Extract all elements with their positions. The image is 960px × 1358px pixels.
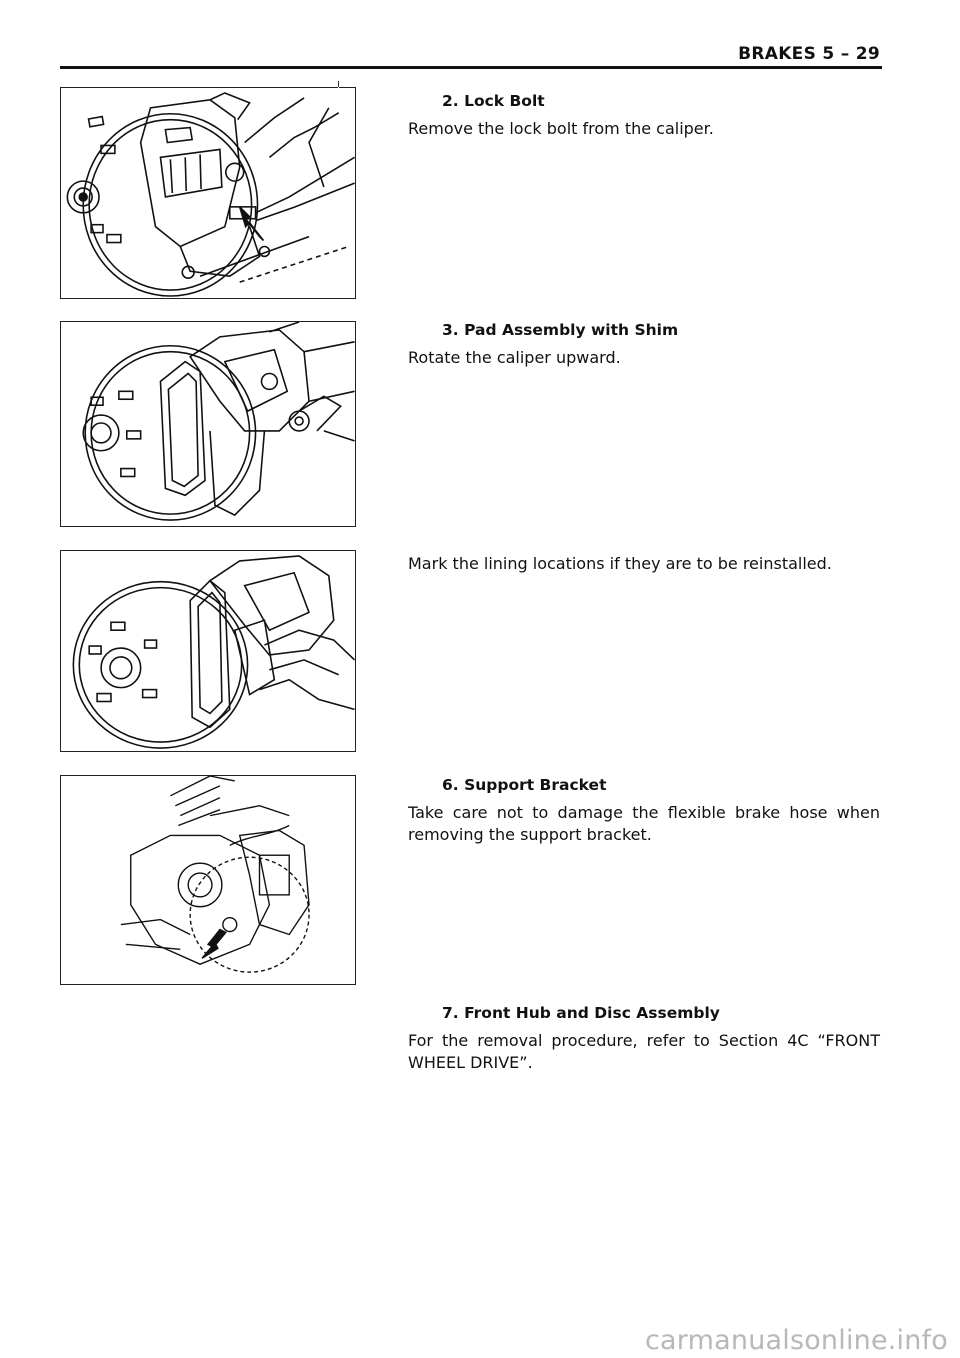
figure-lock-bolt	[60, 87, 356, 299]
brake-pad-removal-illustration	[61, 551, 355, 751]
step-body: Remove the lock bolt from the caliper.	[408, 119, 714, 138]
step-title: 6. Support Bracket	[442, 776, 607, 794]
watermark: carmanualsonline.info	[645, 1325, 948, 1356]
page-header: BRAKES 5 – 29	[738, 44, 880, 64]
step-support-bracket	[408, 776, 880, 846]
step-lock-bolt	[408, 92, 880, 140]
figure-lining-locations	[60, 550, 356, 752]
step-body: Take care not to damage the flexible brake hose when removing the support bracket.	[408, 803, 880, 844]
caliper-rotated-upward-illustration	[61, 322, 355, 526]
step-lining-locations	[408, 553, 880, 575]
step-body: Rotate the caliper upward.	[408, 348, 621, 367]
support-bracket-removal-illustration	[61, 776, 355, 984]
caliper-lock-bolt-illustration	[61, 88, 355, 298]
step-title: 3. Pad Assembly with Shim	[442, 321, 679, 339]
header-rule	[60, 66, 882, 69]
step-title: 2. Lock Bolt	[442, 92, 545, 110]
step-pad-assembly	[408, 321, 880, 369]
step-body: For the removal procedure, refer to Section 4C “FRONT WHEEL DRIVE”.	[408, 1031, 880, 1072]
step-front-hub	[408, 1004, 880, 1074]
step-body: Mark the lining locations if they are to be reinstalled.	[408, 554, 832, 573]
figure-support-bracket	[60, 775, 356, 985]
step-title: 7. Front Hub and Disc Assembly	[442, 1004, 720, 1022]
figure-pad-assembly	[60, 321, 356, 527]
